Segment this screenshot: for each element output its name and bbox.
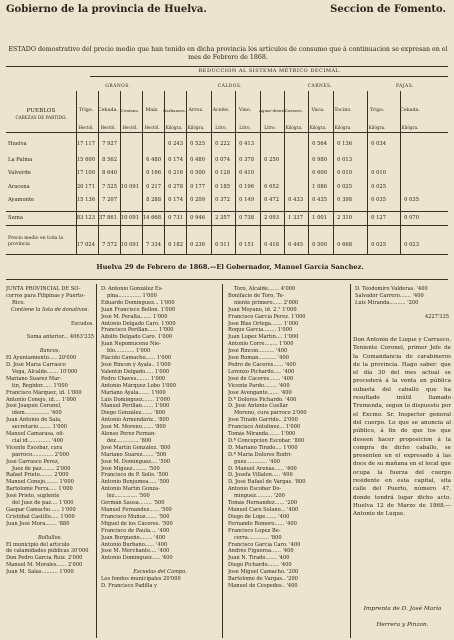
donation-line: de calamidades públicas 30'000 bbox=[6, 548, 89, 555]
donation-line: Pedro de Cáceres...... '400 bbox=[228, 361, 296, 368]
donation-line: Mariano Suarez....... '500 bbox=[101, 451, 167, 458]
donations-column-3 bbox=[228, 286, 346, 590]
donation-line: cial id.............. '400 bbox=[12, 437, 64, 444]
donation-line: José Blas Ortega....... 1'000 bbox=[228, 320, 299, 327]
donation-line: dez.............. '800 bbox=[107, 437, 152, 444]
donation-line: Juan Antonio de Sala, bbox=[6, 417, 62, 424]
table-cell: 2 310 bbox=[337, 215, 352, 221]
donation-line: Luis Miranda.......... '200 bbox=[355, 299, 419, 306]
table-cell: 10 091 bbox=[120, 242, 139, 248]
donation-line: Juez de paz........ 2'000 bbox=[12, 465, 71, 472]
column-header: Cebada. bbox=[400, 108, 420, 113]
column-unit: Kilógra. bbox=[368, 125, 386, 130]
table-cell: 0 236 bbox=[190, 242, 205, 248]
donation-line: D.ª Dolores Pichardo. '400 bbox=[228, 396, 297, 403]
donation-line: Bollullos. bbox=[38, 534, 62, 541]
donation-line: Mariano Ayala....... 1'000 bbox=[101, 389, 166, 396]
donation-line: Manuel Fernandez...... '500 bbox=[101, 507, 172, 513]
column-divider-1 bbox=[96, 284, 97, 638]
donation-line: D. Francisco Padilla y bbox=[101, 582, 157, 589]
table-cell: 20 171 bbox=[76, 184, 95, 190]
donation-line: del Juez de paz.... 1'000 bbox=[12, 500, 74, 507]
donation-line: Juan N. Tirado....... '400 bbox=[228, 555, 290, 562]
donation-line: lez.............. '500 bbox=[107, 493, 150, 500]
column-unit: Kilógra. bbox=[309, 125, 327, 130]
table-cell: 0 738 bbox=[239, 215, 254, 221]
donation-line: Francisco García Perez. 1'000 bbox=[228, 313, 306, 320]
donation-line: Contiene la lista de donativos. bbox=[10, 306, 90, 313]
table-row-label: Huelva bbox=[8, 141, 27, 147]
table-cell: 0 174 bbox=[168, 157, 183, 163]
table-cell: 0 209 bbox=[190, 197, 205, 203]
table-row-rule bbox=[6, 225, 448, 226]
estado-paragraph: ESTADO demostrativo del precio medio que han tenido en dicha provincia los artículos de consumo que á continuacion se expresan en el mes de Febrero de 1868. bbox=[8, 46, 448, 61]
table-cell: 37 861 bbox=[98, 215, 117, 221]
donation-line: tin, Regidor...... 1'000 bbox=[12, 382, 68, 389]
donation-line: Rafael Prieto........ 2'000 bbox=[6, 472, 69, 479]
table-row-label: La Palma bbox=[8, 157, 33, 163]
donation-line: D.ª Concepcion Escobar. '800 bbox=[228, 437, 305, 444]
donation-line: guez............. '400 bbox=[234, 458, 281, 465]
table-cell: 0 196 bbox=[239, 184, 254, 190]
donation-line: párroco............. 2'000 bbox=[12, 451, 70, 458]
donation-line: Antonio Martín Gonza- bbox=[101, 486, 160, 493]
table-row-label: Precio medio en toda la provincia bbox=[8, 236, 64, 247]
donation-line: Escuelas del Campo. bbox=[133, 569, 187, 576]
table-cell: 83 123 bbox=[76, 215, 95, 221]
donation-line bbox=[6, 314, 94, 321]
table-cell: 17 117 bbox=[76, 141, 95, 147]
column-header: Aguar-diente. bbox=[259, 108, 287, 113]
donation-line: Plácido Camacho...... 1'000 bbox=[101, 355, 172, 362]
donation-line: Fernando Romero...... '400 bbox=[228, 520, 297, 527]
table-cell: 17 024 bbox=[76, 242, 95, 248]
donation-line: Gaspar Camacho...... 1'000 bbox=[6, 507, 76, 513]
donation-line: José Avengante....... '400 bbox=[228, 389, 292, 396]
donation-line: Antonio Domínguez..... '400 bbox=[101, 555, 173, 562]
donation-line: Francisco Lopez Be- bbox=[228, 527, 281, 534]
donation-line: blo............ 1'000 bbox=[107, 348, 151, 355]
donation-line: D. Manuel Arenas...... '400 bbox=[228, 465, 297, 472]
reduccion-header: REDUCCION AL SISTEMA MÉTRICO DECIMAL. bbox=[198, 68, 342, 74]
column-header: Carnero. bbox=[285, 108, 303, 113]
table-cell: 0 564 bbox=[312, 141, 327, 147]
table-cell: 0 127 bbox=[371, 215, 386, 221]
signature-line: Huelva 29 de Febrero de 1868.—El Gobernador, Manuel García Sanchez. bbox=[96, 263, 364, 271]
donation-line: José M. Peralta....... 1'000 bbox=[101, 313, 168, 320]
table-cell: 0 418 bbox=[264, 242, 279, 248]
donations-column-2 bbox=[101, 286, 219, 590]
donation-line: Manuel Perillan....... 1'000 bbox=[101, 403, 170, 410]
column-unit: Kilógra. bbox=[165, 125, 183, 130]
carabineros-announcement: Don Antonio de Luque y Carrasco, Teniente Coronel, primer Jefe de la Comandancia de carabineros de la provincia. Hago saber: que el día 30 del mes actual se procederá á la venta en pública subasta del caballo que ha resultado inútil llamado Tremenda, segun lo dispuesto por el Excmo. Sr. Inspector general del cuerpo. Lo que se anuncia al público, á fin de que los que deseen hacer proposicion á la compra de dicho caballo, se presenten en el expresado á las doce de su mañana en el local que ocupa la fuerza del cuerpo residente en esta capital, sita calle del Puerto, número 47, donde tendrá lugar dicho acto. Huelva 12 de Marzo de 1868.—Antonio de Luque. bbox=[353, 337, 451, 518]
donation-line: Antonio Corre........ 1'000 bbox=[228, 341, 294, 348]
donation-line: José Rincon y Ayala.. 1'000 bbox=[101, 361, 171, 368]
donation-line: Manuel Conejo........ 1'000 bbox=[6, 479, 74, 486]
donations-column-4 bbox=[355, 286, 449, 321]
donation-line: Luis Domínguez....... 1'000 bbox=[101, 396, 170, 403]
donation-line: Juan Nepomuceno Nie- bbox=[101, 341, 161, 348]
donation-line: secretario........ 1'000 bbox=[12, 424, 67, 431]
table-cell: 0 398 bbox=[337, 197, 352, 203]
table-row-rule bbox=[6, 132, 448, 133]
donation-line: Manuel Caro Solano... '400 bbox=[228, 507, 299, 513]
table-cell: 0 668 bbox=[337, 242, 352, 248]
donation-line: Antonio Escobar Do- bbox=[228, 486, 282, 493]
donation-line: D. Josefa Villalon..... '400 bbox=[228, 472, 293, 479]
table-cell: 0 511 bbox=[215, 242, 230, 248]
donation-line: Vicente Pardo........ '400 bbox=[228, 382, 290, 389]
donation-line: Diego González....... '800 bbox=[101, 410, 166, 417]
column-header: Tocino. bbox=[334, 108, 352, 113]
column-header: Centeno. bbox=[120, 108, 140, 113]
donation-line: José Joaquín Coronel, bbox=[6, 403, 62, 410]
column-divider-2 bbox=[222, 284, 223, 638]
donation-line: Roque García........ 1'000 bbox=[228, 327, 293, 334]
donation-line: mínguez.......... '200 bbox=[234, 493, 285, 500]
donation-line: Alonso Perez Fernan- bbox=[101, 431, 156, 438]
table-cell: 0 435 bbox=[312, 197, 327, 203]
table-cell: 0 136 bbox=[337, 141, 352, 147]
donation-line: Juan Lopez Martín.... 1'000 bbox=[228, 334, 299, 341]
table-cell: 0 445 bbox=[288, 242, 303, 248]
table-cell: 0 652 bbox=[264, 184, 279, 190]
imprenta-line-1: Imprenta de D. José María bbox=[363, 606, 442, 612]
donation-line: Juan Burgueño........ '400 bbox=[101, 534, 166, 541]
donation-line: Bartolomé de Vargas.. '200 bbox=[228, 576, 298, 583]
donation-line: Antonio Conejo, id.... 1'000 bbox=[6, 396, 77, 403]
table-cell: 0 025 bbox=[337, 184, 352, 190]
table-cell: 2 357 bbox=[215, 215, 230, 221]
donation-line bbox=[6, 341, 94, 348]
table-cell: 0 185 bbox=[215, 184, 230, 190]
table-column-rule bbox=[284, 91, 285, 254]
donation-line: idem............... '400 bbox=[12, 410, 62, 417]
table-cell: 0 023 bbox=[404, 242, 419, 248]
table-top-rule bbox=[6, 66, 448, 67]
column-unit: Hectól. bbox=[122, 125, 138, 130]
table-cell: 0 177 bbox=[190, 184, 205, 190]
table-cell: 0 182 bbox=[168, 242, 183, 248]
table-cell: 0 070 bbox=[404, 215, 419, 221]
table-cell: 0 433 bbox=[288, 197, 303, 203]
donation-line: Francisco Antolinez... 1'000 bbox=[228, 424, 301, 431]
donation-line: Lorenzo Pichardo..... '400 bbox=[228, 368, 295, 375]
table-cell: 0 472 bbox=[264, 197, 279, 203]
donation-line: pina.............. 1'000 bbox=[107, 292, 157, 299]
group-header: PAJAS. bbox=[396, 84, 414, 89]
donation-line: Vega, Alcalde....... 10'000 bbox=[12, 368, 78, 375]
donation-line: Antonio Delgado Caro. 1'000 bbox=[101, 320, 176, 327]
donation-line: José Carrasco Perez, bbox=[6, 458, 60, 465]
table-row-label: Valverde bbox=[8, 170, 31, 176]
table-cell: 0 034 bbox=[371, 141, 386, 147]
table-cell: 1 337 bbox=[288, 215, 303, 221]
table-cell: 0 010 bbox=[371, 170, 386, 176]
table-cell: 0 278 bbox=[168, 184, 183, 190]
donation-line: D. Antonio González Es- bbox=[101, 286, 163, 292]
donation-line: Vicente Escobar, cura bbox=[6, 444, 63, 451]
table-cell: 0 500 bbox=[190, 170, 205, 176]
stub-header-pueblos: PUEBLOS bbox=[26, 108, 56, 114]
section-header: Seccion de Fomento. bbox=[330, 4, 446, 15]
donation-line: JUNTA PROVINCIAL DE SO- bbox=[6, 286, 81, 292]
table-cell: 0 413 bbox=[239, 141, 254, 147]
table-cell: 15 136 bbox=[76, 197, 95, 203]
donation-line: Juan M. Salas.......... 1'000 bbox=[6, 569, 74, 576]
donation-line: Bancos. bbox=[39, 348, 61, 355]
table-cell: 0 731 bbox=[168, 215, 183, 221]
table-cell: 7 572 bbox=[102, 242, 117, 248]
table-cell: 0 010 bbox=[337, 170, 352, 176]
table-cell: 0 035 bbox=[404, 197, 419, 203]
donation-line: Pedro Chaves........ 1'000 bbox=[101, 375, 166, 382]
table-cell: 0 013 bbox=[337, 157, 352, 163]
table-cell: 7 525 bbox=[102, 184, 117, 190]
donation-line: Eduardo Domínguez... 1'000 bbox=[101, 299, 175, 306]
column-unit: Hectól. bbox=[144, 125, 160, 130]
table-cell: 0 946 bbox=[190, 215, 205, 221]
group-header: CARNES. bbox=[307, 84, 333, 89]
donation-line: Francisco de Paula.... '400 bbox=[101, 527, 170, 534]
donation-line: José Rincon.......... '400 bbox=[228, 348, 288, 355]
donation-line: Francisco Márquez, id. 1'000 bbox=[6, 389, 82, 396]
donation-line: José M. Moreno....... '800 bbox=[101, 424, 166, 431]
table-cell: 6 480 bbox=[146, 157, 161, 163]
donation-line: Antonio Armendáriz.. '800 bbox=[101, 417, 169, 424]
table-cell: 0 378 bbox=[239, 157, 254, 163]
imprenta-footer bbox=[355, 601, 450, 633]
table-column-rule bbox=[120, 91, 121, 254]
donation-line: José Martín González. '800 bbox=[101, 444, 171, 451]
donation-line: Juan José Mora....... '880 bbox=[6, 520, 70, 527]
donation-line: Bonifacio de Toro, Te- bbox=[228, 292, 285, 299]
donation-line: José M. Domínguez.... '500 bbox=[101, 458, 171, 465]
table-cell: 0 216 bbox=[168, 170, 183, 176]
column-header: Vino. bbox=[238, 108, 252, 113]
table-cell: 0 128 bbox=[215, 170, 230, 176]
donation-line: Manuel Camarasa, ofi- bbox=[6, 431, 65, 438]
column-unit: Kilógra. bbox=[285, 125, 303, 130]
donation-line: cerra............. '800 bbox=[234, 534, 282, 541]
column-header: Trigo. bbox=[369, 108, 385, 113]
table-cell: 0 174 bbox=[168, 197, 183, 203]
donation-line: corros para Filipinas y Puerto- bbox=[6, 292, 85, 299]
table-cell: 14 668 bbox=[142, 215, 161, 221]
reduccion-rule bbox=[90, 76, 448, 77]
table-cell: 0 217 bbox=[146, 184, 161, 190]
table-cell: 0 166 bbox=[146, 170, 161, 176]
donation-line: Francisco de P. Solis. '500 bbox=[101, 472, 169, 479]
donation-line: José M. Merchante.... '400 bbox=[101, 548, 170, 555]
table-cell: 1 001 bbox=[312, 215, 327, 221]
donation-line: Manuel de Céspedes.. '400 bbox=[228, 582, 298, 589]
donation-line: Salvador Carrero....... '400 bbox=[355, 292, 424, 299]
table-cell: 0 372 bbox=[215, 197, 230, 203]
column-unit: Hectól. bbox=[100, 125, 116, 130]
donation-line: El Ayuntamiento..... 20'000 bbox=[6, 355, 77, 362]
column-unit: Litro. bbox=[264, 125, 276, 130]
donation-line: Diego de Lope....... '400 bbox=[228, 513, 290, 520]
donation-line: Juan Moyano, id. 2.° 1'000 bbox=[228, 306, 297, 313]
table-cell: 7 927 bbox=[102, 141, 117, 147]
table-cell: 0 500 bbox=[312, 242, 327, 248]
table-bottom-rule bbox=[6, 254, 448, 255]
table-row-label: Suma bbox=[8, 215, 23, 221]
column-header: Cebada. bbox=[98, 108, 118, 113]
column-unit: Hectól. bbox=[78, 125, 94, 130]
donation-line: Manuel M. Morales...... 2'000 bbox=[6, 562, 83, 569]
donation-line: José Tirado Garrido.. 2'000 bbox=[228, 417, 298, 424]
donation-line: Los fondos municipales 20'000 bbox=[101, 576, 181, 583]
signature-rule bbox=[6, 279, 448, 280]
donation-line bbox=[355, 307, 449, 314]
donation-line: D. José Rafael de Vargas. '800 bbox=[228, 479, 306, 486]
column-unit: Litro. bbox=[239, 125, 251, 130]
donation-line: Francisco Muñoz....... '500 bbox=[101, 513, 170, 520]
donation-line: Adolfo Delgado Caro. 1'000 bbox=[101, 334, 173, 341]
table-cell: 1 086 bbox=[312, 184, 327, 190]
column-header: Trigo. bbox=[78, 108, 94, 113]
table-cell: 0 222 bbox=[215, 141, 230, 147]
table-cell: 0 025 bbox=[371, 184, 386, 190]
donation-line: Juan Francisco Bellon. 1'000 bbox=[101, 306, 176, 313]
table-cell: 8 288 bbox=[146, 197, 161, 203]
donation-line: Tomás Miranda....... 1'000 bbox=[228, 431, 296, 438]
table-cell: 10 091 bbox=[120, 184, 139, 190]
donation-line: D.ª María Dolores Rodrí- bbox=[228, 451, 293, 458]
donation-line: D. José María Carrasco bbox=[6, 361, 66, 368]
donation-line: 4227'335 bbox=[424, 313, 449, 320]
table-row-rule bbox=[6, 211, 448, 212]
table-column-rule bbox=[400, 91, 401, 254]
table-cell: 0 480 bbox=[190, 157, 205, 163]
donation-line: Rico. bbox=[12, 299, 25, 306]
donation-line: Bartolomé Ferra..... 1'000 bbox=[6, 486, 73, 493]
table-cell: 17 100 bbox=[76, 170, 95, 176]
column-header: Vaca. bbox=[311, 108, 325, 113]
donation-line: Diego Pichardo....... '400 bbox=[228, 562, 292, 569]
table-cell: 8 640 bbox=[102, 170, 117, 176]
donation-line: Suma anterior... 4063'335 bbox=[26, 334, 94, 341]
table-cell: 7 207 bbox=[102, 197, 117, 203]
donation-line: Antonio Benjumea..... '500 bbox=[101, 479, 170, 486]
table-cell: 15 600 bbox=[76, 157, 95, 163]
table-cell: 7 334 bbox=[146, 242, 161, 248]
table-cell: 0 035 bbox=[371, 197, 386, 203]
donation-line: José de Cáceres....... '400 bbox=[228, 375, 294, 382]
column-divider-3 bbox=[350, 284, 351, 638]
donation-line: Toro, Alcalde....... 4'000 bbox=[234, 286, 296, 292]
column-header: Maíz. bbox=[145, 108, 159, 113]
government-header: Gobierno de la provincia de Huelva. bbox=[6, 4, 207, 15]
table-cell: 0 151 bbox=[239, 242, 254, 248]
donation-line: Andrés Figueroa...... '400 bbox=[228, 548, 294, 555]
table-column-rule bbox=[260, 91, 261, 254]
table-cell: 0 600 bbox=[312, 170, 327, 176]
donation-line bbox=[6, 327, 94, 334]
group-header: CALDOS. bbox=[217, 84, 243, 89]
donation-line: Tomás Hernandez...... '200 bbox=[228, 500, 298, 507]
column-header: Aceite. bbox=[212, 108, 230, 113]
table-cell: 10 091 bbox=[120, 215, 139, 221]
table-cell: 2 093 bbox=[264, 215, 279, 221]
table-cell: 8 562 bbox=[102, 157, 117, 163]
table-cell: 0 980 bbox=[312, 157, 327, 163]
donation-line: D. Teodomiro Valderas. '400 bbox=[355, 286, 428, 292]
donation-line: niente primero...... 2'000 bbox=[234, 299, 299, 306]
table-cell: 0 410 bbox=[239, 170, 254, 176]
donation-line: Moreno, cura párroco 2'000 bbox=[234, 410, 307, 417]
donation-line: José Miguel Camacho. '200 bbox=[228, 569, 299, 576]
donation-line bbox=[6, 528, 94, 535]
column-unit: Litro. bbox=[215, 125, 227, 130]
donation-line: José Miguez......... '500 bbox=[101, 465, 160, 472]
donation-line: Valentín Delgado..... 1'000 bbox=[101, 368, 170, 375]
donations-column-1 bbox=[6, 286, 94, 576]
donation-line: Don Pedro García Ruiz. 2'000 bbox=[6, 555, 83, 562]
donation-line: Germán Sausa........ '500 bbox=[101, 500, 165, 507]
table-cell: 0 074 bbox=[215, 157, 230, 163]
donation-line: Francisco García Caro. '400 bbox=[228, 541, 301, 548]
donation-line: Cristóbal Castillo..... 1'000 bbox=[6, 513, 75, 520]
donation-line: D. Mariano Tirado.... 1'000 bbox=[228, 444, 298, 451]
table-row-label: Ayamonte bbox=[8, 197, 35, 203]
stub-header-cabezas: CABEZAS DE PARTIDO. bbox=[15, 115, 67, 120]
table-cell: 0 025 bbox=[371, 242, 386, 248]
donation-line: Mariano Suarez Mar- bbox=[6, 375, 62, 382]
donation-line: José Roman........... '400 bbox=[228, 355, 289, 362]
table-row-label: Aracena bbox=[8, 184, 30, 190]
table-cell: 0 525 bbox=[190, 141, 205, 147]
donation-line: Escudos. bbox=[70, 320, 94, 327]
group-header: GRANOS. bbox=[105, 84, 131, 89]
table-cell: 0 149 bbox=[239, 197, 254, 203]
column-unit: Kilógra. bbox=[401, 125, 419, 130]
donation-line: Miguel de los Cáceres. '500 bbox=[101, 520, 173, 527]
donation-line: D. José Antonio Cuellar bbox=[228, 403, 289, 410]
donation-line: Antonio Burbano...... '400 bbox=[101, 541, 168, 548]
imprenta-line-2: Herrera y Pinzon. bbox=[376, 622, 429, 628]
donation-line: José Prieto, suplente bbox=[6, 493, 60, 500]
column-header: Garbanzos. bbox=[163, 108, 186, 113]
donation-line: Antonio Márquez Lobo 1'000 bbox=[101, 382, 176, 389]
table-cell: 0 250 bbox=[264, 157, 279, 163]
donation-line: Francisco Perillan...... 1'000 bbox=[101, 327, 174, 334]
donation-line bbox=[101, 562, 219, 569]
donation-line: El municipio del artículo bbox=[6, 541, 70, 548]
column-unit: Kilógra. bbox=[334, 125, 352, 130]
column-header: Arroz. bbox=[188, 108, 204, 113]
column-unit: Kilógra. bbox=[187, 125, 205, 130]
table-cell: 0 243 bbox=[168, 141, 183, 147]
